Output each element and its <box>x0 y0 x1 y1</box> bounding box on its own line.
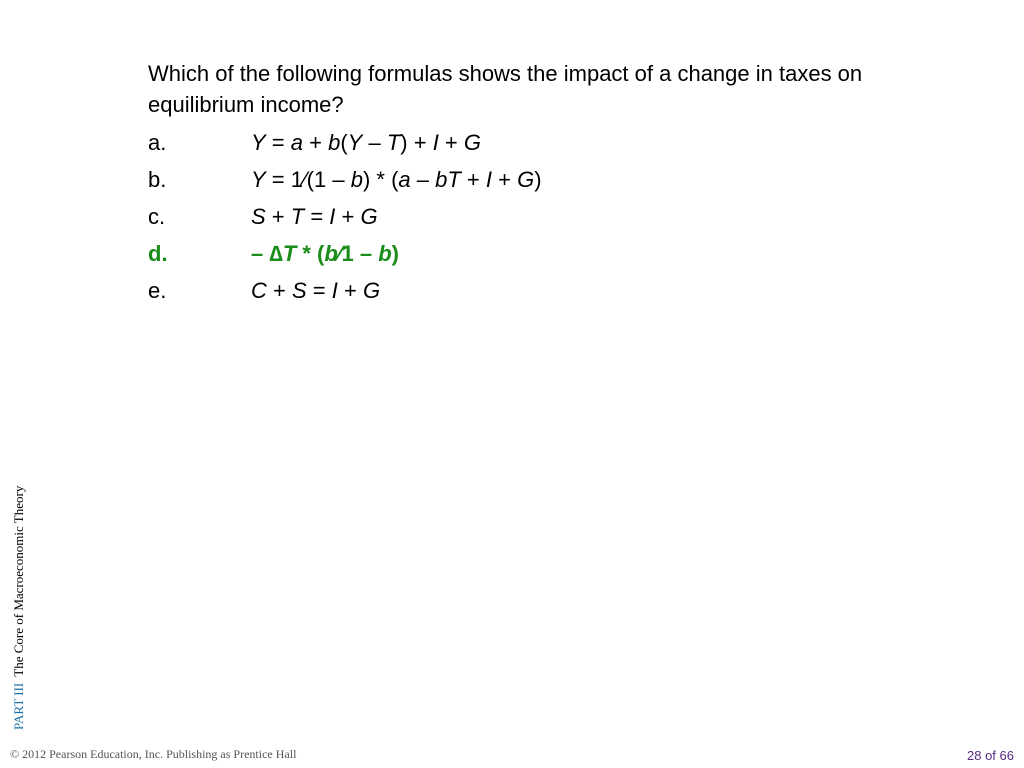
question-text: Which of the following formulas shows the impact of a change in taxes on equilibrium income? <box>148 61 863 117</box>
formula-segment: I <box>432 130 439 155</box>
formula-segment: ) + <box>400 130 433 155</box>
formula-segment: + <box>266 278 292 303</box>
formula-segment: ( <box>340 130 348 155</box>
option-letter: c. <box>148 204 166 229</box>
formula-segment: = <box>306 278 332 303</box>
answer-options <box>148 124 908 309</box>
option-letter: b. <box>148 167 167 192</box>
formula-segment: ) <box>391 241 399 266</box>
formula-segment: – ∆ <box>251 241 283 266</box>
formula-segment: + <box>337 278 363 303</box>
formula-segment: T <box>290 204 305 229</box>
formula-segment: a <box>290 130 304 155</box>
option-letter: d. <box>148 241 168 266</box>
formula-segment: = 1⁄(1 – <box>265 167 351 192</box>
formula-segment: + <box>492 167 518 192</box>
formula-segment: Y <box>251 167 266 192</box>
option-formula <box>251 272 380 309</box>
answer-option <box>148 198 908 235</box>
formula-segment: ) * ( <box>362 167 399 192</box>
answer-option <box>148 272 908 309</box>
formula-segment: G <box>360 204 378 229</box>
option-letter: a. <box>148 130 167 155</box>
formula-segment: + <box>303 130 329 155</box>
formula-segment: b <box>328 130 341 155</box>
formula-segment: + <box>438 130 464 155</box>
formula-segment: bT <box>435 167 461 192</box>
formula-segment: – <box>410 167 436 192</box>
option-letter: e. <box>148 278 167 303</box>
formula-segment: b <box>350 167 363 192</box>
formula-segment: + <box>265 204 291 229</box>
part-side-label <box>8 440 30 730</box>
formula-segment: C <box>251 278 267 303</box>
page-number: 28 of 66 <box>967 748 1014 763</box>
part-number: PART III <box>11 682 26 730</box>
formula-segment: * ( <box>296 241 325 266</box>
formula-segment: a <box>398 167 411 192</box>
formula-segment: b <box>378 241 392 266</box>
formula-segment: I <box>329 204 336 229</box>
formula-segment: = <box>304 204 330 229</box>
formula-segment: T <box>282 241 297 266</box>
option-formula <box>251 235 399 272</box>
answer-option <box>148 235 908 272</box>
part-title: The Core of Macroeconomic Theory <box>11 485 26 677</box>
formula-segment: S <box>251 204 266 229</box>
formula-segment: = <box>265 130 291 155</box>
option-formula <box>251 198 378 235</box>
copyright-notice: © 2012 Pearson Education, Inc. Publishing as Prentice Hall <box>10 747 297 761</box>
formula-segment: G <box>362 278 381 303</box>
formula-segment: – <box>362 130 387 155</box>
formula-segment: I <box>485 167 493 192</box>
answer-option <box>148 161 908 198</box>
formula-segment: + <box>460 167 486 192</box>
formula-segment: ) <box>534 167 542 192</box>
formula-segment: I <box>331 278 338 303</box>
formula-segment: ⁄1 – <box>337 241 379 266</box>
formula-segment: + <box>335 204 361 229</box>
formula-segment: T <box>386 130 401 155</box>
option-formula <box>251 124 481 161</box>
option-formula <box>251 161 542 198</box>
formula-segment: S <box>291 278 307 303</box>
formula-segment: Y <box>251 130 266 155</box>
formula-segment: G <box>517 167 535 192</box>
formula-segment: Y <box>347 130 363 155</box>
formula-segment: b <box>324 241 338 266</box>
answer-option <box>148 124 908 161</box>
formula-segment: G <box>463 130 482 155</box>
